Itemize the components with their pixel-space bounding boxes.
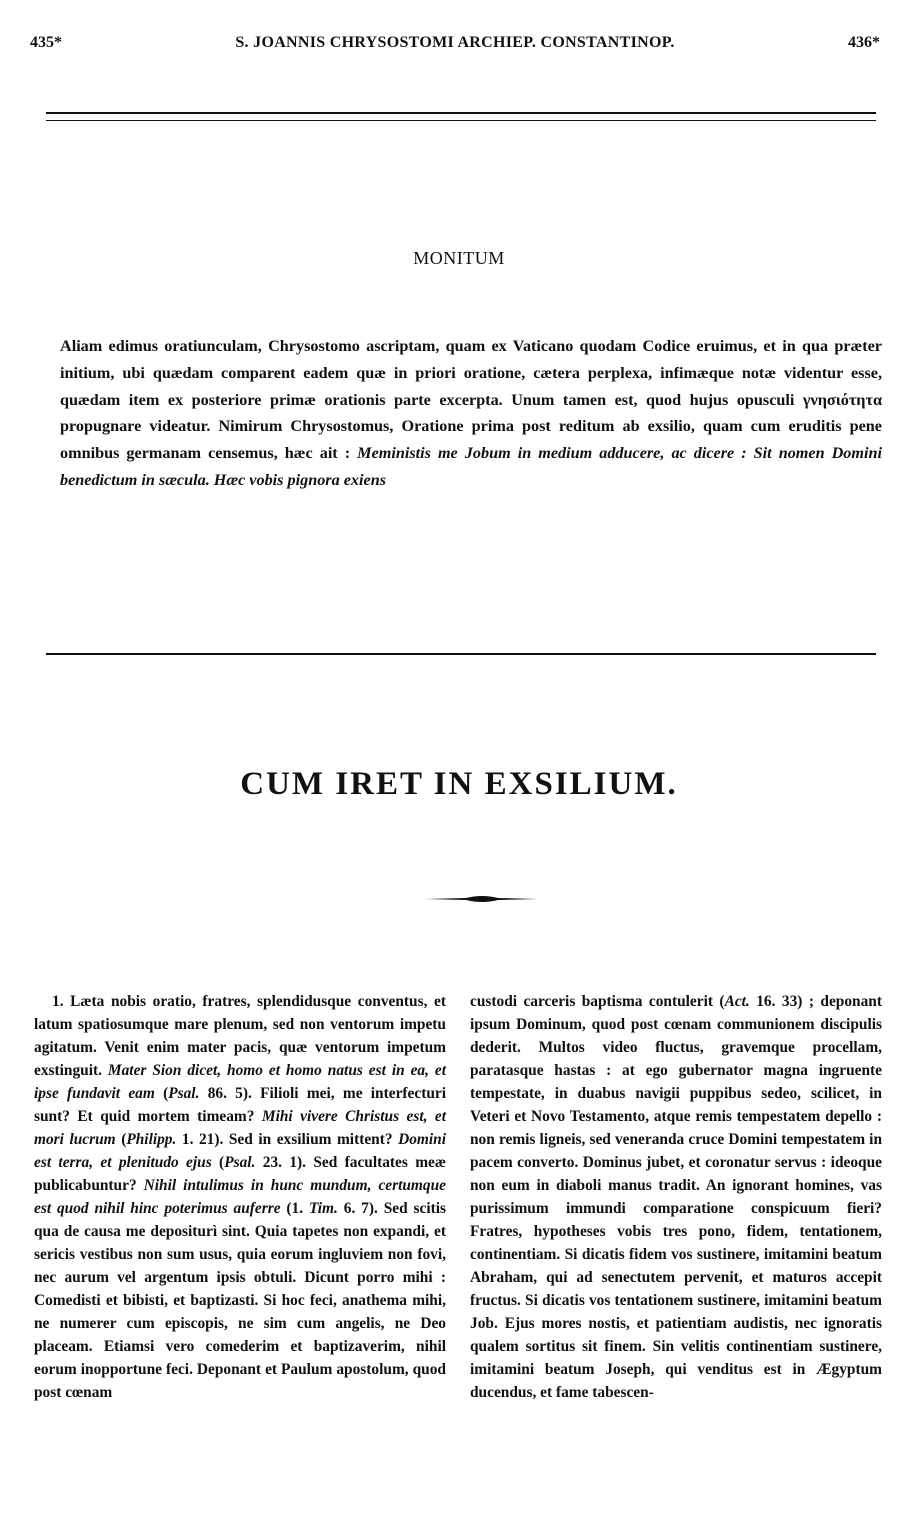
page-number-right: 436* — [848, 34, 880, 51]
column-paragraph — [470, 990, 882, 1404]
text-run: 16. 33) ; deponant ipsum Dominum, quod post cœnam communionem discipulis dederit. Multos video fluctus, gravemque procellam, paratasque hastas : at ego gubernator magna ingruente tempestate, in duabus navigii puppibus sedeo, scilicet, in Veteri et Novo Testamento, atque remis tempestatem depello : non remis ligneis, sed veneranda cruce Domini tempestatem in pacem converto. Dominus jubet, et coronatur servus : ideoque non eum in diaboli manus tradit. An ignorant homines, vas purissimum immundi comparatione conspicuum fieri? Fratres, hypotheses vobis tres pono, fidem, tentationem, continentiam. Si dicatis fidem vos sustinere, imitamini beatum Abraham, qui ad senectutem pervenit, et maturos accepit fructus. Si dicatis vos tentationem sustinere, imitamini beatum Job. Ejus mores nostis, et patientiam audistis, nec ignoratis qualem sortitus sit finem. Sin velitis continentiam sustinere, imitamini beatum Joseph, qui venditus est in Ægyptum ducendus, et fame tabescen- — [470, 993, 882, 1401]
italic-text-run: Nihil intulimus in hunc mundum, certumque est quod nihil hinc poterimus auferre — [34, 1177, 446, 1217]
italic-text-run: Mihi vivere Christus est, et mori lucrum — [34, 1108, 447, 1148]
monitum-paragraph — [60, 333, 882, 494]
italic-text-run: Psal. — [168, 1085, 200, 1102]
italic-text-run: Philipp. — [126, 1131, 177, 1148]
italic-text-run: Act. — [724, 993, 750, 1010]
text-run: Aliam edimus oratiunculam, Chrysostomo ascriptam, quam ex Vaticano quodam Codice eruimus, et in qua præter initium, ubi quædam comparent eadem quæ in priori oratione, cætera perplexa, infimæque notæ videntur esse, quædam item ex posteriore primæ orationis parte excerpta. Unum tamen est, quod hujus opusculi γνησιότητα propugnare videatur. Nimirum Chrysostomus, Oratione prima post reditum ab exsilio, quam cum eruditis pene omnibus germanam censemus, hæc ait : — [60, 337, 882, 463]
italic-text-run: Mater Sion dicet, homo et homo natus est in ea, et ipse fundavit eam — [34, 1062, 447, 1102]
running-head — [30, 34, 880, 58]
page-number-left: 435* — [30, 34, 62, 51]
monitum-heading: MONITUM — [413, 248, 505, 268]
italic-text-run: Psal. — [224, 1154, 256, 1171]
column-paragraph — [34, 990, 446, 1404]
header-double-rule — [46, 112, 876, 121]
text-run: 23. 1). Sed facultates meæ publicabuntur? — [34, 1154, 446, 1194]
text-run: ( — [211, 1154, 225, 1171]
ornament-divider — [426, 892, 538, 906]
monitum-text — [60, 333, 882, 494]
running-title: S. JOANNIS CHRYSOSTOMI ARCHIEP. CONSTANTINOP. — [235, 34, 675, 51]
text-run: 1. 21). Sed in exsilium mittent? — [176, 1131, 399, 1148]
text-column-right — [470, 990, 882, 1404]
text-run: ( — [154, 1085, 169, 1102]
text-run: 6. 7). Sed scitis qua de causa me depositurì sint. Quia tapetes non expandi, et sericis vestibus non sum usus, quia eorum ingluviem non fovi, nec aurum vel argentum ipsis obtuli. Dicunt porro mihi : Comedisti et bibisti, et baptizasti. Si hoc feci, anathema mihi, ne numerer cum episcopis, ne sim cum angelis, ne Deo placeam. Etiamsi vero comederim et baptizaverim, nihil eorum inopportune feci. Deponant et Paulum apostolum, quod post cœnam — [34, 1200, 446, 1401]
text-run: (1. — [280, 1200, 309, 1217]
italic-text-run: Meministis me Jobum in medium adducere, ac dicere : Sit nomen Domini benedictum in sæcula. Hæc vobis pignora exiens — [60, 444, 882, 489]
italic-text-run: Domini est terra, et plenitudo ejus — [34, 1131, 446, 1171]
text-column-left — [34, 990, 446, 1404]
text-run: custodi carceris baptisma contulerit ( — [470, 993, 725, 1010]
homily-title: CUM IRET IN EXSILIUM. — [240, 766, 678, 802]
text-run: 86. 5). Filioli mei, me interfecturi sunt? Et quid mortem timeam? — [34, 1085, 446, 1125]
section-divider-rule — [46, 653, 876, 655]
text-run: 1. Læta nobis oratio, fratres, splendidusque conventus, et latum spatiosumque mare plenum, sed non ventorum impetu agitatum. Venit enim mater pacis, quæ ventorum impetum exstinguit. — [34, 993, 446, 1079]
italic-text-run: Tim. — [308, 1200, 338, 1217]
text-run: ( — [115, 1131, 127, 1148]
